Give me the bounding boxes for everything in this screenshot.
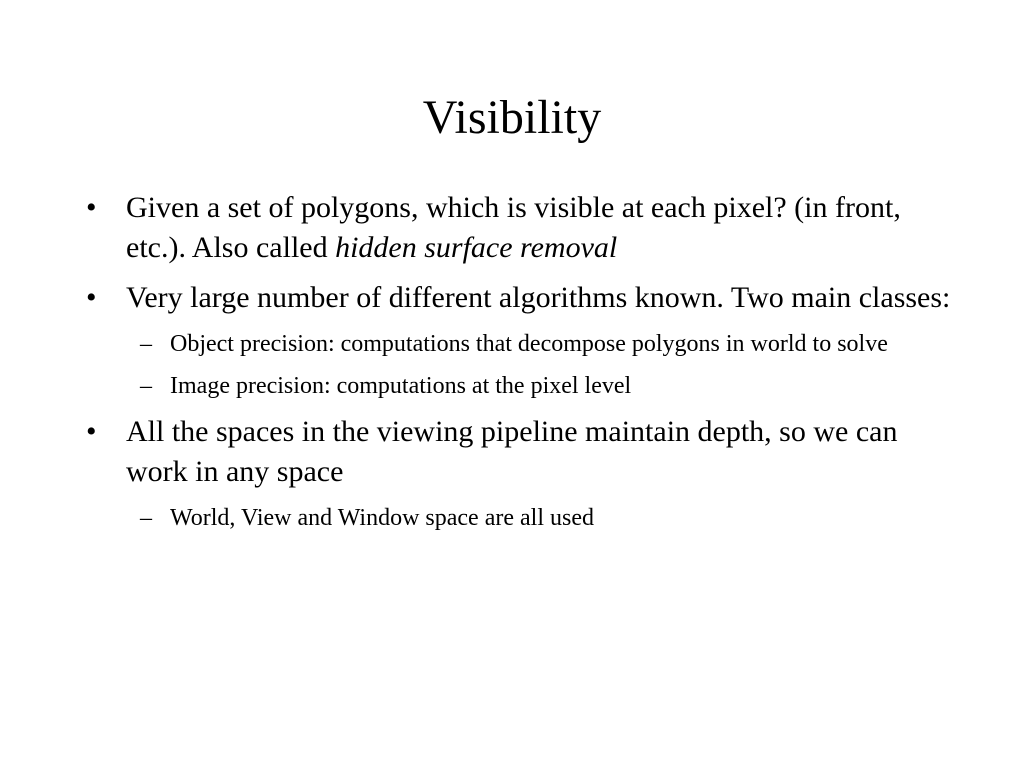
- sub-bullet-item: [84, 328, 954, 360]
- bullet-icon: •: [86, 415, 97, 448]
- sub-bullet-item: [84, 502, 954, 534]
- bullet-icon: •: [86, 191, 97, 224]
- slide-title: Visibility: [422, 91, 602, 144]
- dash-icon: –: [140, 331, 152, 357]
- dash-icon: –: [140, 373, 152, 399]
- bullet-item: [84, 188, 954, 268]
- sub-bullet-text: World, View and Window space are all used: [170, 505, 594, 531]
- sub-bullet-text: Object precision: computations that decompose polygons in world to solve: [170, 331, 888, 357]
- slide-content: [84, 188, 954, 544]
- sub-bullet-text: Image precision: computations at the pixel level: [170, 373, 632, 399]
- bullet-emphasis-text: hidden surface removal: [335, 231, 618, 264]
- bullet-text: All the spaces in the viewing pipeline maintain depth, so we can work in any space: [126, 415, 898, 488]
- bullet-text: Given a set of polygons, which is visible at each pixel? (in front, etc.). Also called: [126, 191, 901, 264]
- bullet-item: [84, 412, 954, 492]
- bullet-icon: •: [86, 281, 97, 314]
- sub-bullet-item: [84, 370, 954, 402]
- bullet-text: Very large number of different algorithms known. Two main classes:: [126, 281, 951, 314]
- dash-icon: –: [140, 505, 152, 531]
- bullet-item: [84, 278, 954, 318]
